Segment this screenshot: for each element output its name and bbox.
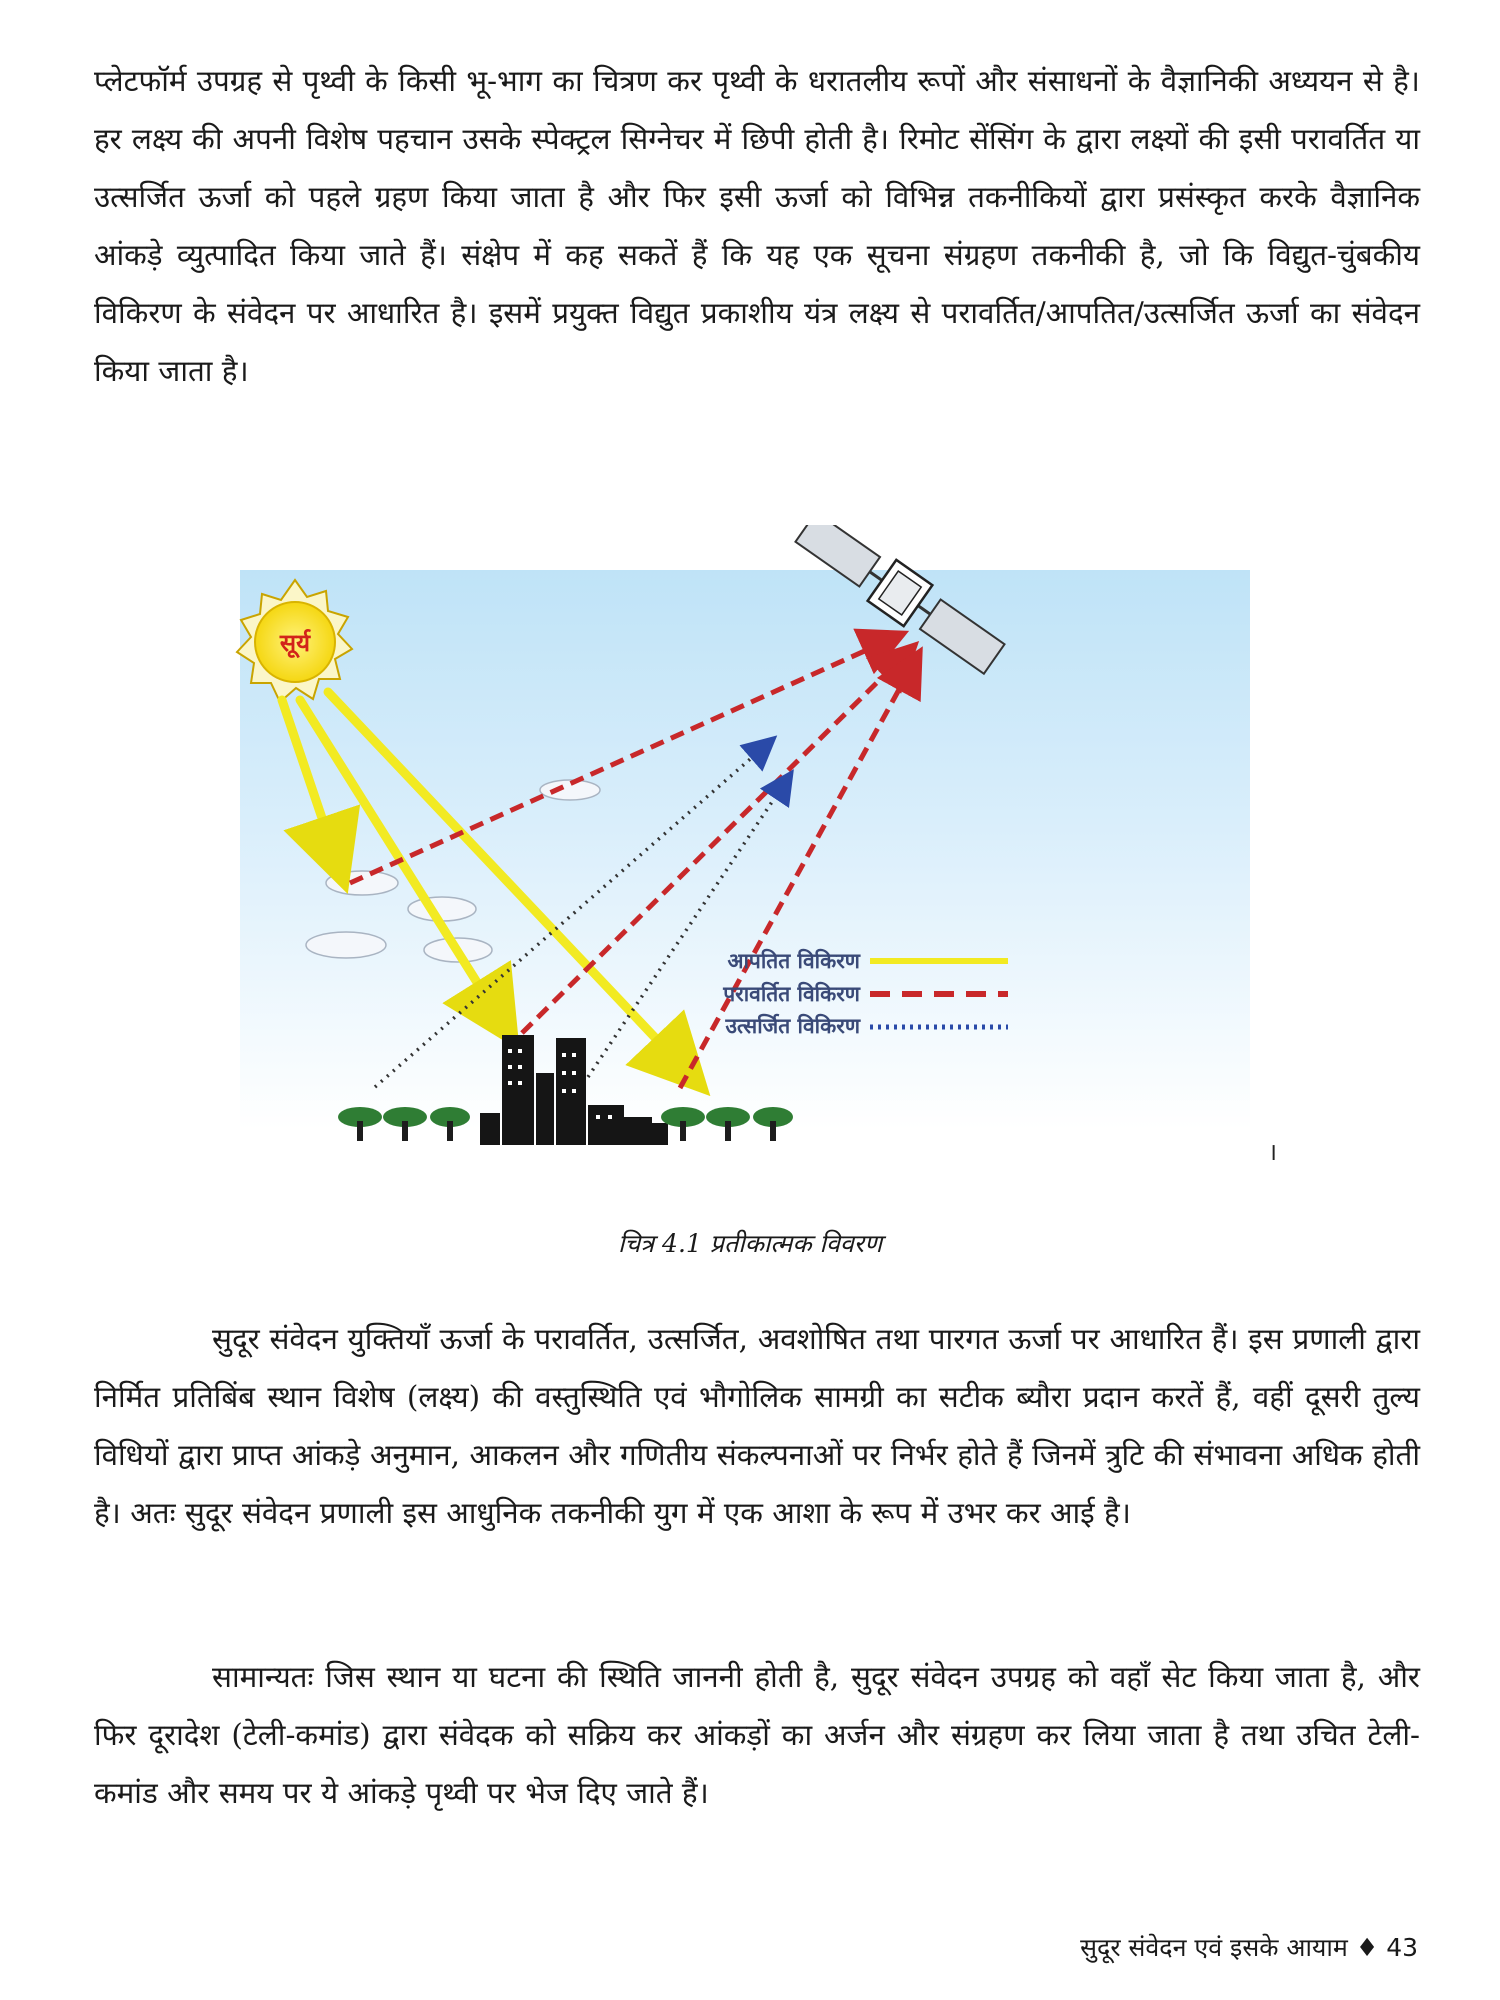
remote-sensing-diagram (200, 525, 1350, 1165)
stray-mark: । (1268, 1138, 1278, 1165)
footer-bullet: ♦ (1355, 1933, 1379, 1962)
sun-label: सूर्य (279, 629, 311, 657)
legend-label-emitted: उत्सर्जित विकिरण (725, 1014, 860, 1038)
paragraph-1: प्लेटफॉर्म उपग्रह से पृथ्वी के किसी भू-भाग का चित्रण कर पृथ्वी के धरातलीय रूपों और संसाधनों के वैज्ञानिकी अध्ययन से है। हर लक्ष्य की अपनी विशेष पहचान उसके स्पेक्ट्रल सिग्नेचर में छिपी होती है। रिमोट सेंसिंग के द्वारा लक्ष्यों की इसी परावर्तित या उत्सर्जित ऊर्जा को पहले ग्रहण किया जाता है और फिर इसी ऊर्जा को विभिन्न तकनीकियों द्वारा प्रसंस्कृत करके वैज्ञानिक आंकड़े व्युत्पादित किया जाते हैं। संक्षेप में कह सकतें हैं कि यह एक सूचना संग्रहण तकनीकी है, जो कि विद्युत-चुंबकीय विकिरण के संवेदन पर आधारित है। इसमें प्रयुक्त विद्युत प्रकाशीय यंत्र लक्ष्य से परावर्तित/आपतित/उत्सर्जित ऊर्जा का संवेदन किया जाता है। (94, 64, 1420, 388)
figure-caption: चित्र 4.1 प्रतीकात्मक विवरण (617, 1229, 883, 1258)
legend-label-reflected: परावर्तित विकिरण (723, 982, 860, 1006)
paragraph-2: सुदूर संवेदन युक्तियाँ ऊर्जा के परावर्तित, उत्सर्जित, अवशोषित तथा पारगत ऊर्जा पर आधारित हैं। इस प्रणाली द्वारा निर्मित प्रतिबिंब स्थान विशेष (लक्ष्य) की वस्तुस्थिति एवं भौगोलिक सामग्री का सटीक ब्यौरा प्रदान करतें हैं, वहीं दूसरी तुल्य विधियों द्वारा प्राप्त आंकड़े अनुमान, आकलन और गणितीय संकल्पनाओं पर निर्भर होते हैं जिनमें त्रुटि की संभावना अधिक होती है। अतः सुदूर संवेदन प्रणाली इस आधुनिक तकनीकी युग में एक आशा के रूप में उभर कर आई है। (94, 1322, 1420, 1530)
trees-left-icon (338, 1107, 470, 1141)
paragraph-3: सामान्यतः जिस स्थान या घटना की स्थिति जाननी होती है, सुदूर संवेदन उपग्रह को वहाँ सेट किया जाता है, और फिर दूरादेश (टेली-कमांड) द्वारा संवेदक को सक्रिय कर आंकड़ों का अर्जन और संग्रहण कर लिया जाता है तथा उचित टेली-कमांड और समय पर ये आंकड़े पृथ्वी पर भेज दिए जाते हैं। (94, 1660, 1420, 1810)
running-title: सुदूर संवेदन एवं इसके आयाम (1080, 1933, 1348, 1962)
page-footer (1080, 1930, 1418, 1964)
page-number: 43 (1386, 1933, 1418, 1962)
legend-label-incident: आपतित विकिरण (727, 949, 860, 973)
trees-right-icon (661, 1107, 793, 1141)
